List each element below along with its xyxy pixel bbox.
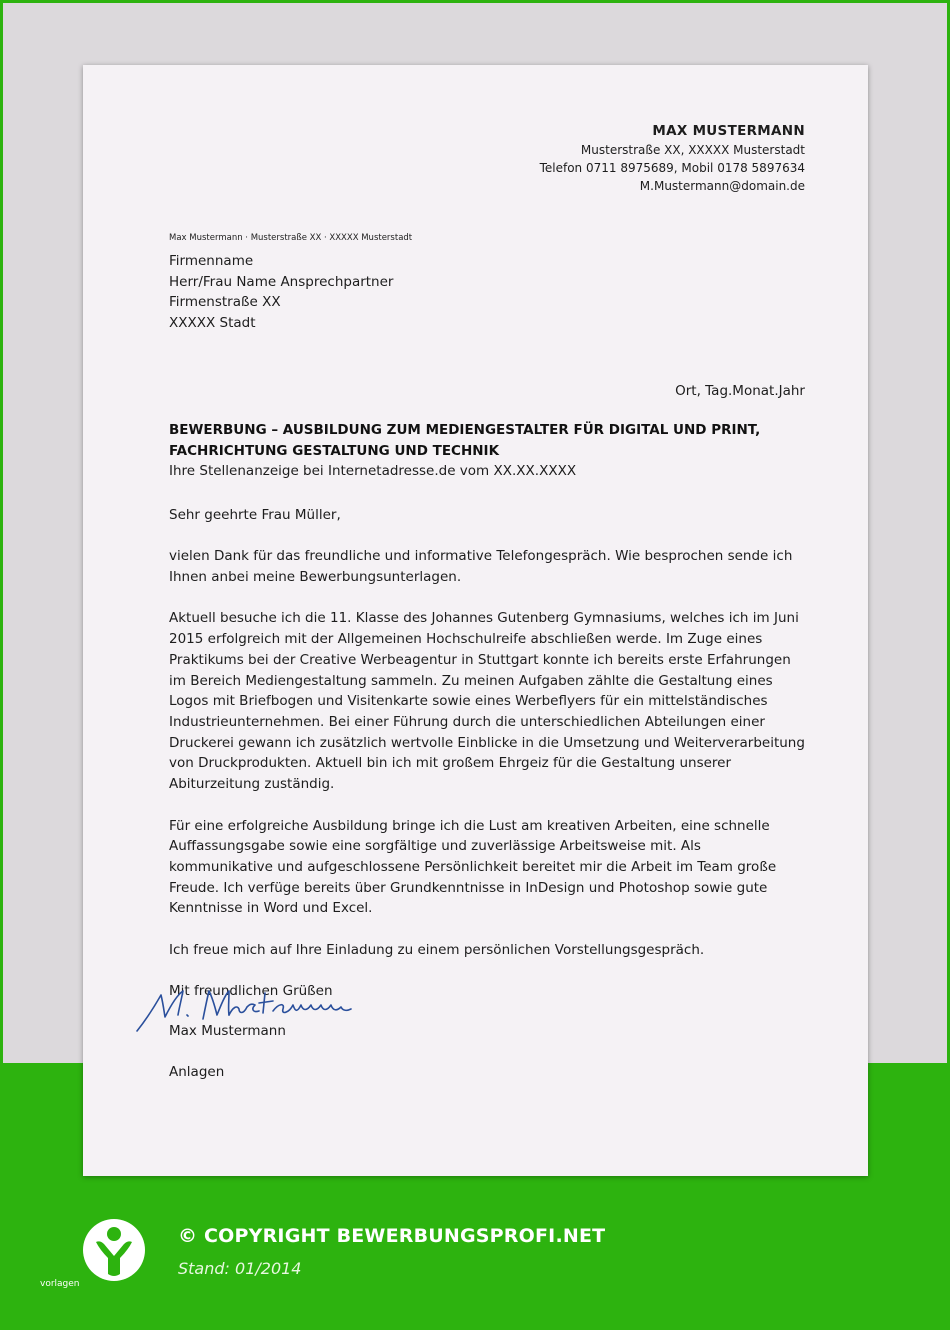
sender-block [540, 121, 805, 195]
signed-name: Max Mustermann [169, 1023, 286, 1039]
subject-line [169, 420, 809, 462]
stand-date: Stand: 01/2014 [178, 1259, 302, 1278]
recipient-block [169, 251, 393, 333]
sender-email: M.Mustermann@domain.de [639, 179, 805, 193]
enclosures: Anlagen [169, 1064, 225, 1080]
copyright-text: © COPYRIGHT BEWERBUNGSPROFI.NET [178, 1225, 606, 1247]
recipient-city: XXXXX Stadt [169, 314, 256, 331]
return-address: Max Mustermann · Musterstraße XX · XXXXX Musterstadt [169, 233, 413, 243]
bewerbungsprofi-logo-icon [82, 1218, 146, 1282]
sender-name: MAX MUSTERMANN [652, 123, 805, 139]
recipient-street: Firmenstraße XX [169, 294, 281, 311]
reference-line: Ihre Stellenanzeige bei Internetadresse.de vom XX.XX.XXXX [169, 463, 577, 479]
recipient-contact: Herr/Frau Name Ansprechpartner [169, 273, 394, 290]
paragraph: Aktuell besuche ich die 11. Klasse des Johannes Gutenberg Gymnasiums, welches ich im Juni 2015 erfolgreich mit der Allgemeinen Hochschulreife abschließen werde. Im Zuge eines Praktikums bei der Creative Werbeagentur in Stuttgart konnte ich bereits erste Erfahrungen im Bereich Mediengestaltung sammeln. Zu meinen Aufgaben zählte die Gestaltung eines Logos mit Briefbogen und Visitenkarte sowie eines Werbeflyers für ein mittelständisches Industrieunternehmen. Bei einer Führung durch die unterschiedlichen Abteilungen einer Druckerei gewann ich zusätzlich wertvolle Einblicke in die Umsetzung und Weiterverarbeitung von Druckprodukten. Aktuell bin ich mit großem Ehrgeiz für die Gestaltung unserer Abiturzeitung zuständig. [169, 610, 805, 793]
closing: Mit freundlichen Grüßen [169, 983, 333, 1000]
subject-line-2: FACHRICHTUNG GESTALTUNG UND TECHNIK [169, 443, 500, 459]
salutation: Sehr geehrte Frau Müller, [169, 507, 341, 523]
watermark-text: vorlagen [40, 1279, 80, 1289]
paragraph: Für eine erfolgreiche Ausbildung bringe ich die Lust am kreativen Arbeiten, eine schnelle Auffassungsgabe sowie eine sorgfältige und zuverlässige Arbeitsweise mit. Als kommunikative und aufgeschlossene Persönlichkeit bereitet mir die Arbeit im Team große Freude. Ich verfüge bereits über Grundkenntnisse in InDesign und Photoshop sowie gute Kenntnisse in Word und Excel. [169, 817, 777, 917]
sender-address: Musterstraße XX, XXXXX Musterstadt [580, 143, 805, 157]
letter-body [169, 505, 809, 1022]
recipient-company: Firmenname [169, 253, 254, 269]
subject-line-1: BEWERBUNG – AUSBILDUNG ZUM MEDIENGESTALTER FÜR DIGITAL UND PRINT, [169, 422, 761, 438]
paragraph: Ich freue mich auf Ihre Einladung zu einem persönlichen Vorstellungsgespräch. [169, 941, 705, 958]
date-line: Ort, Tag.Monat.Jahr [675, 383, 805, 399]
letter-page [83, 65, 868, 1176]
sender-phone: Telefon 0711 8975689, Mobil 0178 5897634 [539, 161, 805, 175]
paragraph: vielen Dank für das freundliche und informative Telefongespräch. Wie besprochen sende ich Ihnen anbei meine Bewerbungsunterlagen. [169, 548, 793, 586]
